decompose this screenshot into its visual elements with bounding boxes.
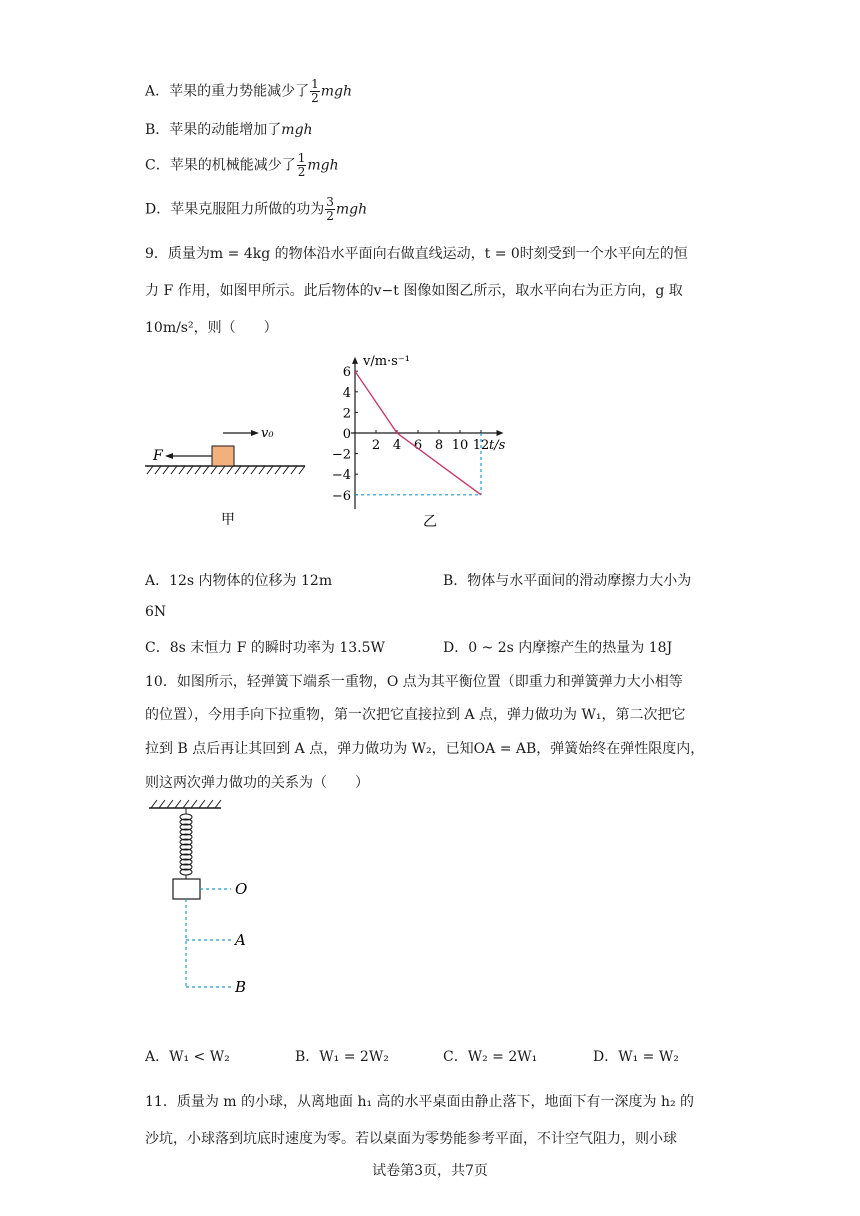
hanging-mass [173, 879, 200, 899]
y-tick-label: 0 [342, 427, 351, 442]
fraction: $\frac{3}{2}$ [326, 195, 334, 223]
q10-option-d: D．W₁ = W₂ [593, 1049, 679, 1065]
spring-figure [145, 798, 265, 998]
ceiling-hatch [151, 800, 221, 808]
q9-option-b: B．物体与水平面间的滑动摩擦力大小为 [443, 573, 692, 589]
y-axis-label: v/m·s⁻¹ [363, 353, 410, 369]
force-label: F [153, 448, 163, 464]
y-tick-label: −2 [331, 447, 351, 463]
y-tick-label: −6 [331, 488, 351, 504]
figure-jia [145, 420, 315, 530]
fraction: $\frac{1}{2}$ [311, 77, 319, 105]
page-footer: 试卷第3页，共7页 [372, 1163, 488, 1179]
ground-hatch [147, 466, 305, 474]
vt-chart [325, 340, 525, 540]
q10-option-a: A．W₁ < W₂ [145, 1049, 230, 1065]
q9-stem-line3: 10m/s²，则（ ） [145, 320, 278, 336]
label-a: A [235, 931, 246, 949]
q10-stem-line3: 拉到 B 点后再让其回到 A 点，弹力做功为 W₂，已知OA = AB，弹簧始终在弹性限度内， [145, 741, 705, 757]
q9-option-d: D．0 ~ 2s 内摩擦产生的热量为 18J [443, 640, 673, 656]
y-tick-label: 2 [342, 406, 351, 422]
q10-option-c: C．W₂ = 2W₁ [443, 1049, 538, 1065]
x-tick-label: 12 [472, 438, 490, 453]
x-tick-label: 2 [371, 438, 381, 453]
spring-coil [180, 814, 192, 875]
figure-yi-caption: 乙 [423, 514, 437, 530]
q10-stem-line1: 10．如图所示，轻弹簧下端系一重物，O 点为其平衡位置（即重力和弹簧弹力大小相等 [145, 674, 683, 690]
q8-option-b: B．苹果的动能增加了mgh [145, 122, 313, 138]
q9-option-a: A．12s 内物体的位移为 12m [145, 573, 333, 589]
x-tick-label: 6 [413, 438, 423, 453]
x-axis-label: t/s [489, 438, 506, 453]
q11-stem-line2: 沙坑，小球落到坑底时速度为零。若以桌面为零势能参考平面，不计空气阻力，则小球 [145, 1131, 677, 1147]
q9-stem-line1: 9．质量为m = 4kg 的物体沿水平面向右做直线运动，t = 0时刻受到一个水平向左的恒 [145, 246, 688, 262]
x-tick-label: 4 [392, 438, 402, 453]
block [212, 446, 234, 466]
x-axis-arrowhead [497, 430, 504, 436]
q9-stem-line2: 力 F 作用，如图甲所示。此后物体的v−t 图像如图乙所示，取水平向右为正方向，g 取 [145, 283, 683, 299]
y-axis-arrowhead [352, 357, 358, 364]
q8-option-c: C．苹果的机械能减少了 $\frac{1}{2}$ mgh [145, 151, 339, 179]
x-tick-label: 8 [434, 438, 444, 453]
y-tick-label: 6 [342, 365, 351, 381]
q8-option-a: A．苹果的重力势能减少了 $\frac{1}{2}$ mgh [145, 77, 353, 105]
figure-jia-caption: 甲 [221, 512, 235, 528]
q8-option-d: D．苹果克服阻力所做的功为 $\frac{3}{2}$ mgh [145, 195, 368, 223]
position-guides [186, 889, 231, 987]
y-tick-label: −4 [331, 468, 351, 484]
q11-stem-line1: 11．质量为 m 的小球，从离地面 h₁ 高的水平桌面由静止落下，地面下有一深度为 h₂ 的 [145, 1094, 695, 1110]
q9-option-b-cont: 6N [145, 604, 167, 620]
label-o: O [235, 880, 248, 898]
y-tick-label: 4 [342, 385, 351, 401]
q9-option-c: C．8s 末恒力 F 的瞬时功率为 13.5W [145, 640, 385, 656]
q10-stem-line4: 则这两次弹力做功的关系为（ ） [145, 775, 369, 791]
label-b: B [235, 978, 247, 996]
q10-option-b: B．W₁ = 2W₂ [295, 1049, 389, 1065]
x-tick-label: 10 [451, 438, 469, 453]
velocity-label: v₀ [261, 426, 274, 441]
velocity-arrowhead [251, 430, 259, 436]
q10-stem-line2: 的位置），今用手向下拉重物，第一次把它直接拉到 A 点，弹力做功为 W₁，第二次把它 [145, 707, 686, 723]
fraction: $\frac{1}{2}$ [297, 151, 306, 179]
force-arrowhead [165, 453, 173, 459]
